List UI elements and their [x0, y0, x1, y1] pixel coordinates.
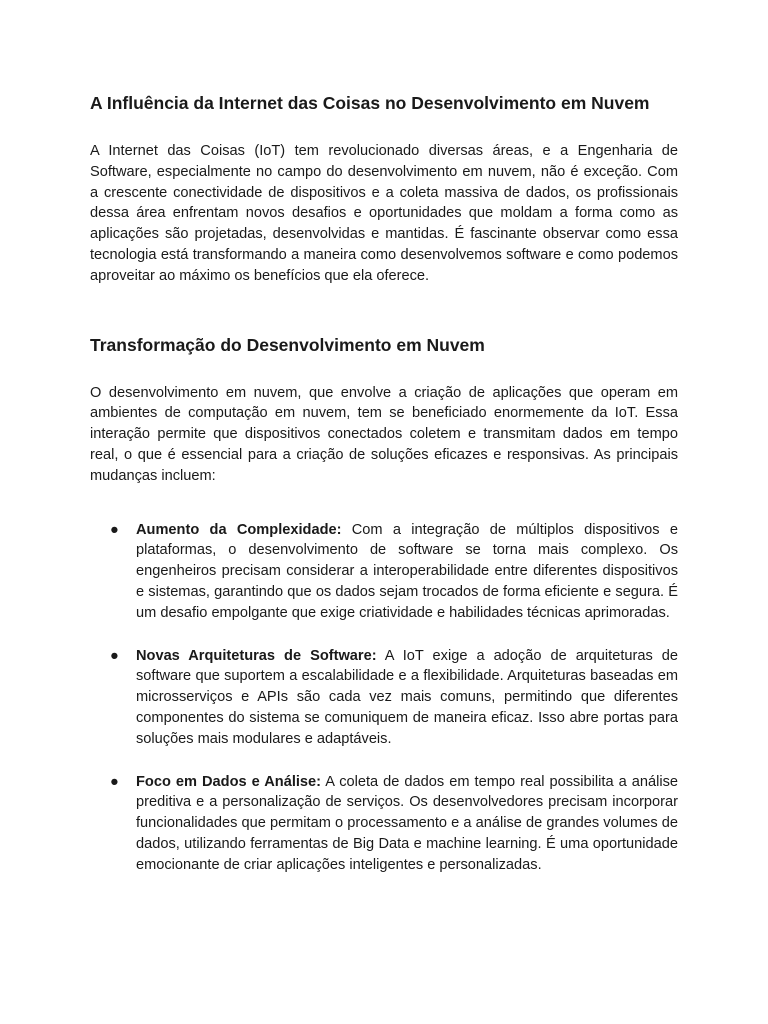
changes-list	[90, 520, 678, 876]
intro-paragraph: A Internet das Coisas (IoT) tem revolucionado diversas áreas, e a Engenharia de Software, especialmente no campo do desenvolvimento em nuvem, não é exceção. Com a crescente conectividade de dispositivos e a coleta massiva de dados, os profissionais dessa área enfrentam novos desafios e oportunidades que moldam a forma como as aplicações são projetadas, desenvolvidas e mantidas. É fascinante observar como essa tecnologia está transformando a maneira como desenvolvemos software e como podemos aproveitar ao máximo os benefícios que ela oferece.	[90, 143, 678, 284]
document-title: A Influência da Internet das Coisas no Desenvolvimento em Nuvem	[90, 93, 650, 113]
list-item	[90, 520, 678, 624]
list-item-term: Foco em Dados e Análise:	[136, 773, 322, 790]
list-item-term: Aumento da Complexidade:	[136, 521, 342, 538]
bullet-icon: ●	[110, 647, 119, 664]
section-heading: Transformação do Desenvolvimento em Nuvem	[90, 334, 485, 355]
bullet-icon: ●	[110, 521, 119, 538]
section-lead-paragraph: O desenvolvimento em nuvem, que envolve a criação de aplicações que operam em ambientes de computação em nuvem, tem se beneficiado enormemente da IoT. Essa interação permite que dispositivos conectados coletem e transmitam dados em tempo real, o que é essencial para a criação de soluções eficazes e responsivas. As principais mudanças incluem:	[90, 384, 678, 484]
bullet-icon: ●	[110, 773, 119, 790]
list-item-text: Com a integração de múltiplos dispositivos e plataformas, o desenvolvimento de software se torna mais complexo. Os engenheiros precisam considerar a interoperabilidade entre diferentes dispositivos e sistemas, garantindo que os dados sejam trocados de forma eficiente e segura. É um desafio empolgante que exige criatividade e habilidades técnicas aprimoradas.	[136, 521, 678, 621]
list-item-text: A IoT exige a adoção de arquiteturas de software que suportem a escalabilidade e a flexibilidade. Arquiteturas baseadas em microsserviços e APIs são cada vez mais comuns, permitindo que diferentes componentes do sistema se comuniquem de maneira eficaz. Isso abre portas para soluções mais modulares e adaptáveis.	[136, 647, 678, 747]
list-item	[90, 772, 678, 876]
list-item-term: Novas Arquiteturas de Software:	[136, 647, 377, 664]
list-item	[90, 646, 678, 750]
list-item-text: A coleta de dados em tempo real possibilita a análise preditiva e a personalização de serviços. Os desenvolvedores precisam incorporar funcionalidades que permitam o processamento e a análise de grandes volumes de dados, utilizando ferramentas de Big Data e machine learning. É uma oportunidade emocionante de criar aplicações inteligentes e personalizadas.	[136, 773, 678, 873]
